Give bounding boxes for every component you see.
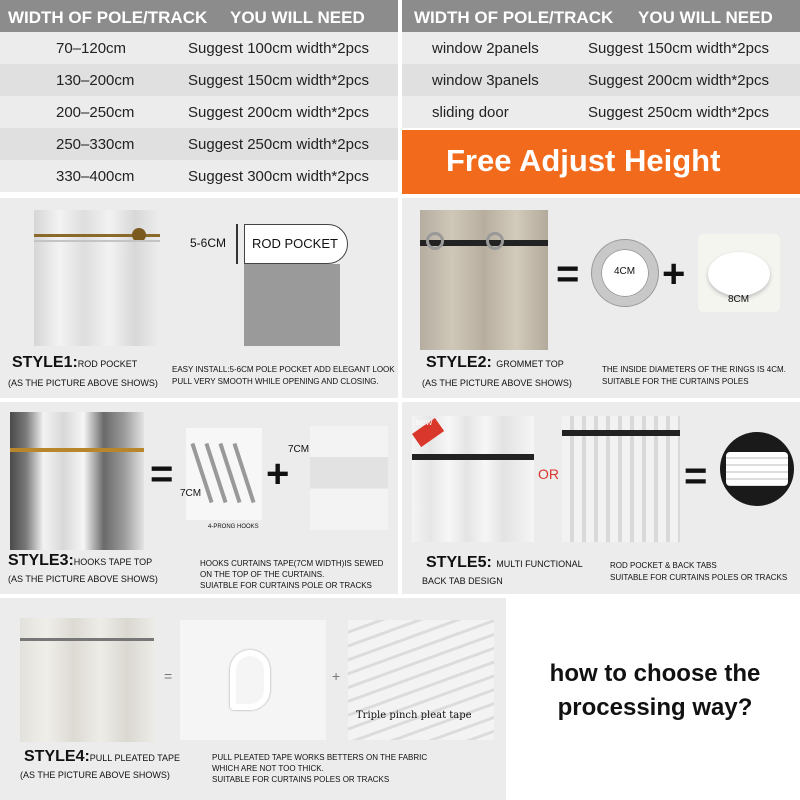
style3-title: STYLE3:HOOKS TAPE TOP [8,552,153,569]
style2-name: GROMMET TOP [496,359,564,369]
rod-pocket-dim-line [236,224,238,264]
back-tab-tape-circle [720,432,794,506]
style1-desc1: EASY INSTALL:5-6CM POLE POCKET ADD ELEGANT LOOK [172,365,395,374]
question-block [510,660,800,722]
style2-panel [402,198,800,398]
right-table-header [402,0,800,32]
style4-desc2: WHICH ARE NOT TOO THICK. [212,764,324,773]
row-need: Suggest 250cm width*2pcs [188,136,369,153]
ring-dim: 4CM [614,266,636,277]
rod-pocket-fabric [244,264,340,346]
style4-panel [0,598,506,800]
style5-desc1: ROD POCKET & BACK TABS [610,561,717,570]
row-need: Suggest 250cm width*2pcs [588,104,769,121]
row-size: 330–400cm [56,168,135,185]
table-row [402,64,800,96]
row-size: sliding door [432,104,509,121]
style5-panel [402,402,800,594]
style5-name: MULTI FUNCTIONAL [496,559,583,569]
style2-equals: = [556,252,580,296]
style4-desc3: SUITABLE FOR CURTAINS POLES OR TRACKS [212,775,390,784]
left-header-need: YOU WILL NEED [230,8,365,27]
style5-title: STYLE5: MULTI FUNCTIONAL [426,554,583,571]
style4-plus: + [332,668,341,684]
row-size: 130–200cm [56,72,135,89]
row-need: Suggest 200cm width*2pcs [588,72,769,89]
style5-desc2: SUITABLE FOR CURTAINS POLES OR TRACKS [610,573,788,582]
row-need: Suggest 150cm width*2pcs [588,40,769,57]
style3-plus: + [266,452,290,496]
table-row [0,64,398,96]
table-row [0,32,398,64]
rod-pocket-dim: 5-6CM [190,236,227,250]
style2-sub: (AS THE PICTURE ABOVE SHOWS) [422,378,572,388]
pleated-photo [20,618,154,742]
four-prong-hooks-photo [186,428,262,520]
style2-desc1: THE INSIDE DIAMETERS OF THE RINGS IS 4CM. [602,365,786,374]
style1-name: ROD POCKET [77,359,138,369]
style3-desc3: SUIATBLE FOR CURTAINS POLE OR TRACKS [200,581,372,590]
back-tab-photo-2 [562,416,680,542]
style3-name: HOOKS TAPE TOP [73,557,153,567]
new-badge: NEW [416,420,433,427]
row-size: 200–250cm [56,104,135,121]
style4-sub: (AS THE PICTURE ABOVE SHOWS) [20,770,170,780]
style5-equals: = [684,454,708,498]
free-adjust-banner [402,130,800,194]
row-size: 250–330cm [56,136,135,153]
style5-sub: BACK TAB DESIGN [422,576,503,586]
pleat-tape-label: Triple pinch pleat tape [356,710,472,721]
style2-title: STYLE2: GROMMET TOP [426,354,564,371]
row-need: Suggest 100cm width*2pcs [188,40,369,57]
style3-equals: = [150,452,174,496]
hooks-photo [10,412,144,550]
left-header-width: WIDTH OF POLE/TRACK [8,8,208,27]
style3-desc2: ON THE TOP OF THE CURTAINS. [200,570,325,579]
hook-tape-photo [310,426,388,530]
style3-desc1: HOOKS CURTAINS TAPE(7CM WIDTH)IS SEWED [200,559,384,568]
left-table-header [0,0,398,32]
table-row [0,128,398,160]
style4-name: PULL PLEATED TAPE [89,753,180,763]
style1-title: STYLE1:ROD POCKET [12,354,138,371]
style3-sub: (AS THE PICTURE ABOVE SHOWS) [8,574,158,584]
pleat-tape-photo [348,620,494,740]
row-need: Suggest 200cm width*2pcs [188,104,369,121]
back-tab-photo-1 [412,416,534,542]
style1-sub: (AS THE PICTURE ABOVE SHOWS) [8,378,158,388]
banner-text: Free Adjust Height [446,143,721,178]
grommet-photo [420,210,548,350]
style1-panel [0,198,398,398]
row-need: Suggest 150cm width*2pcs [188,72,369,89]
table-row [402,96,800,128]
question-line2: processing way? [557,694,753,721]
rod-pocket-photo [34,210,160,346]
style1-desc2: PULL VERY SMOOTH WHILE OPENING AND CLOSING. [172,377,379,386]
row-size: window 2panels [432,40,539,57]
row-size: 70–120cm [56,40,127,57]
style4-desc1: PULL PLEATED TAPE WORKS BETTERS ON THE FABRIC [212,753,428,762]
row-size: window 3panels [432,72,539,89]
right-header-need: YOU WILL NEED [638,8,773,27]
question-line1: how to choose the [549,660,761,687]
table-row [0,96,398,128]
table-row [0,160,398,192]
table-row [402,32,800,64]
tape-dim: 8CM [728,294,750,305]
rod-pocket-label: ROD POCKET [252,236,338,251]
style4-equals: = [164,668,173,684]
style2-plus: + [662,252,686,296]
or-label: OR [538,466,559,482]
tape-dim-3: 7CM [288,444,310,455]
hook-dim: 7CM [180,488,202,499]
style4-title: STYLE4:PULL PLEATED TAPE [24,748,180,765]
right-header-width: WIDTH OF POLE/TRACK [414,8,614,27]
row-need: Suggest 300cm width*2pcs [188,168,369,185]
style3-panel [0,402,398,594]
pleat-hook-photo [180,620,326,740]
style2-desc2: SUITABLE FOR THE CURTAINS POLES [602,377,749,386]
hooks-label: 4-PRONG HOOKS [208,524,259,530]
